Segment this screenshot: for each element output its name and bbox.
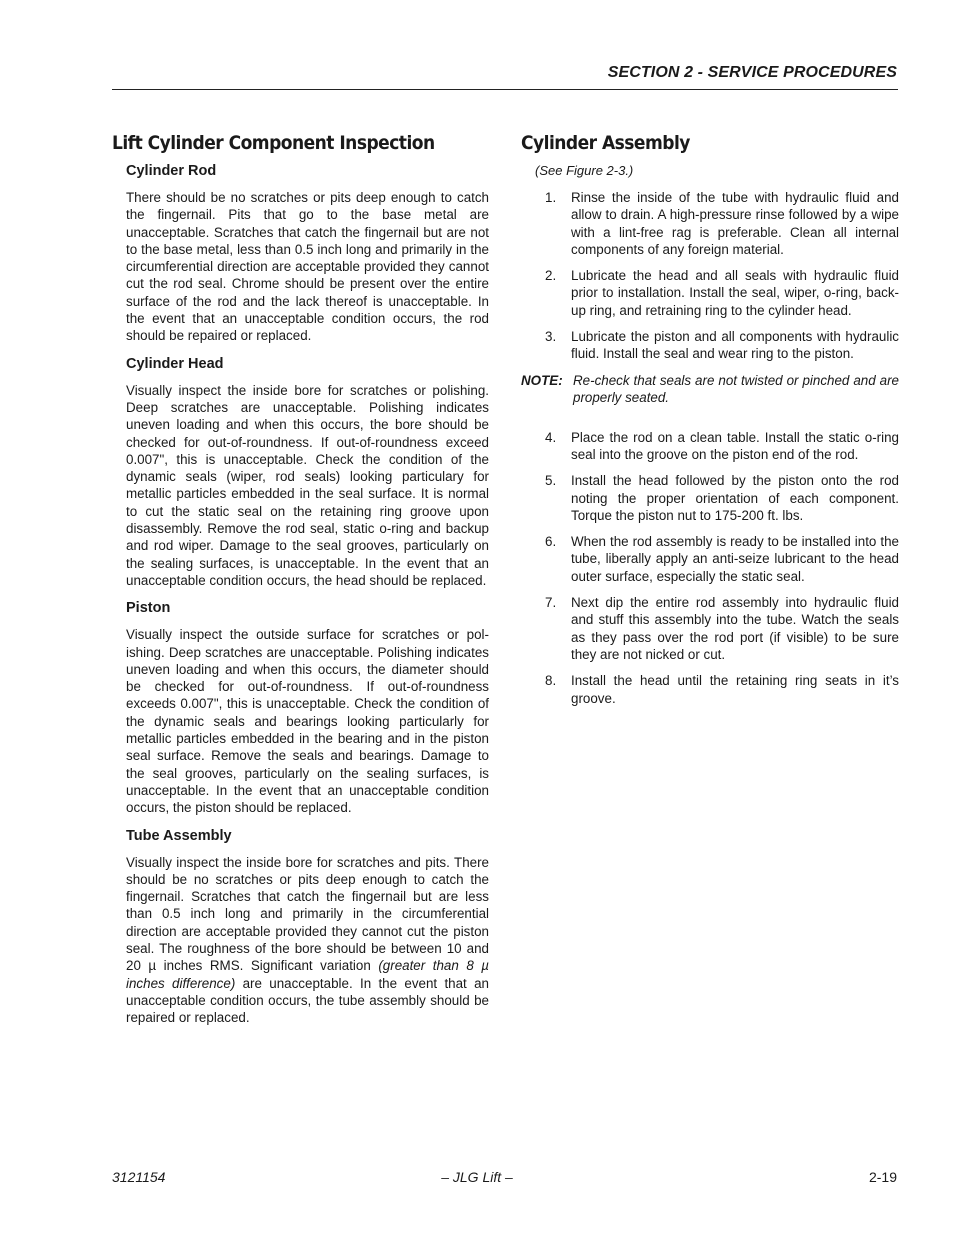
step-number: 3. xyxy=(545,329,557,345)
footer-center: – JLG Lift – xyxy=(441,1169,513,1185)
step-text: Place the rod on a clean table. Install the static o-ring seal into the groove on the piston end of the rod. xyxy=(571,429,899,462)
step-item xyxy=(521,594,899,663)
step-text: When the rod assembly is ready to be installed into the tube, liberally apply an anti-seize lubricant to the head outer surface, especially the static seal. xyxy=(571,534,899,584)
section-title: SECTION 2 - SERVICE PROCEDURES xyxy=(607,64,897,81)
tube-body-part1: Visually inspect the inside bore for scratches and pits. There should be no scratches or pits deep enough to catch the fingernail. Scratches that catch the fingernail but are less than 0.5 inch long and primarily in the circumferential direction are acceptable provided they cannot cut the piston seal. The roughness of the bore should be between 10 and 20 µ inches RMS. Significant variation xyxy=(126,854,489,974)
piston-body: Visually inspect the outside surface for scratches or polishing. Deep scratches are unacceptable. Polishing indicates uneven loading and when this occurs, the diameter should be checked for out-of-roundness. If out-of-roundness exceeds 0.007", this is unacceptable. Check the condition of the dynamic seals and bearings looking particularly for metallic particles embedded in the bearing and in the piston seal surface. Remove the seals and bearings. Damage to the seal grooves, particularly on the sealing surfaces, is unacceptable. In the event that an unacceptable condition occurs, the piston should be replaced. xyxy=(126,627,489,816)
step-item xyxy=(521,328,899,363)
step-number: 7. xyxy=(545,595,557,611)
assembly-heading: Cylinder Assembly xyxy=(521,132,690,154)
step-text: Lubricate the head and all seals with hydraulic fluid prior to installation. Install the seal, wiper, o-ring, back-up ring, and retraining ring to the cylinder head. xyxy=(571,268,899,318)
footer-page-number: 2-19 xyxy=(868,1169,897,1185)
right-column xyxy=(521,132,899,716)
step-text: Lubricate the piston and all components with hydraulic fluid. Install the seal and wear ring to the piston. xyxy=(571,329,899,362)
left-column xyxy=(112,132,489,1037)
step-number: 1. xyxy=(545,190,557,205)
cylinder-rod-body: There should be no scratches or pits deep enough to catch the fingernail. Pits that go to the base metal are unacceptable. Scratches that catch the fingernail but are not to the base metal, less than 0.5 inch long and primarily in the circumferential direction are acceptable provided they cannot cut the rod seal. Chrome should be present over the entire surface of the rod and the lack thereof is unacceptable. In the event that an unacceptable condition occurs, the rod should be repaired or replaced. xyxy=(126,190,489,344)
inspection-heading: Lift Cylinder Component Inspection xyxy=(112,132,435,154)
step-item xyxy=(521,429,899,464)
tube-body-part2: are unacceptable. In the event that an unacceptable condition occurs, the tube assembly should be repaired or replaced. xyxy=(126,975,489,1026)
note-block xyxy=(521,372,899,407)
step-item xyxy=(521,672,899,707)
tube-assembly-title: Tube Assembly xyxy=(126,827,232,844)
cylinder-head-body: Visually inspect the inside bore for scratches or polishing. Deep scratches are unacceptable. Polishing indicates uneven loading and when this occurs, the bore should be checked for out-of-roundness. If out-of-roundness exceed 0.007", this is unacceptable. Check the condition of the dynamic seals (wiper, rod seals) looking particulary for metallic particles embedded in the seal surface. It is normal to cut the static seal on the retaining ring groove upon disassembly. Remove the rod seal, static o-ring and backup and rod wiper. Damage to the seal grooves, particularly on the sealing surfaces, is unacceptable. In the event that an unacceptable condition occurs, the head should be replaced. xyxy=(126,382,489,588)
step-text: Install the head until the retaining ring seats in it’s groove. xyxy=(571,673,899,706)
note-text: Re-check that seals are not twisted or pinched and are properly seated. xyxy=(573,372,899,406)
step-number: 8. xyxy=(545,673,557,689)
assembly-steps-b xyxy=(521,429,899,707)
tube-body-emphasis: (greater than 8 µ inches difference) xyxy=(126,958,490,991)
step-item xyxy=(521,267,899,319)
header-rule xyxy=(112,89,898,90)
step-text: Install the head followed by the piston onto the rod noting the proper orientation of each component. Torque the piston nut to 175-200 ft. lbs. xyxy=(571,473,899,523)
step-item xyxy=(521,189,899,258)
step-text: Next dip the entire rod assembly into hydraulic fluid and stuff this assembly into the tube. Watch the seals as they pass over the rod port (if visible) to be sure they are not nicked or cut. xyxy=(571,595,899,662)
piston-title: Piston xyxy=(126,600,171,617)
step-number: 4. xyxy=(545,429,557,445)
see-figure-reference: (See Figure 2-3.) xyxy=(535,163,634,178)
step-text: Rinse the inside of the tube with hydraulic fluid and allow to drain. A high-pressure rinse followed by a wipe with a lint-free rag is preferable. Clean all internal components of any foreign material. xyxy=(571,190,899,257)
step-item xyxy=(521,472,899,524)
assembly-steps-a xyxy=(521,189,899,363)
step-number: 2. xyxy=(545,268,557,284)
note-label: NOTE: xyxy=(521,372,563,388)
step-number: 6. xyxy=(545,534,557,550)
cylinder-rod-title: Cylinder Rod xyxy=(126,163,217,179)
step-number: 5. xyxy=(545,473,557,489)
tube-assembly-body xyxy=(126,854,489,1027)
cylinder-head-title: Cylinder Head xyxy=(126,355,224,372)
footer-doc-number: 3121154 xyxy=(112,1169,166,1185)
step-item xyxy=(521,533,899,585)
